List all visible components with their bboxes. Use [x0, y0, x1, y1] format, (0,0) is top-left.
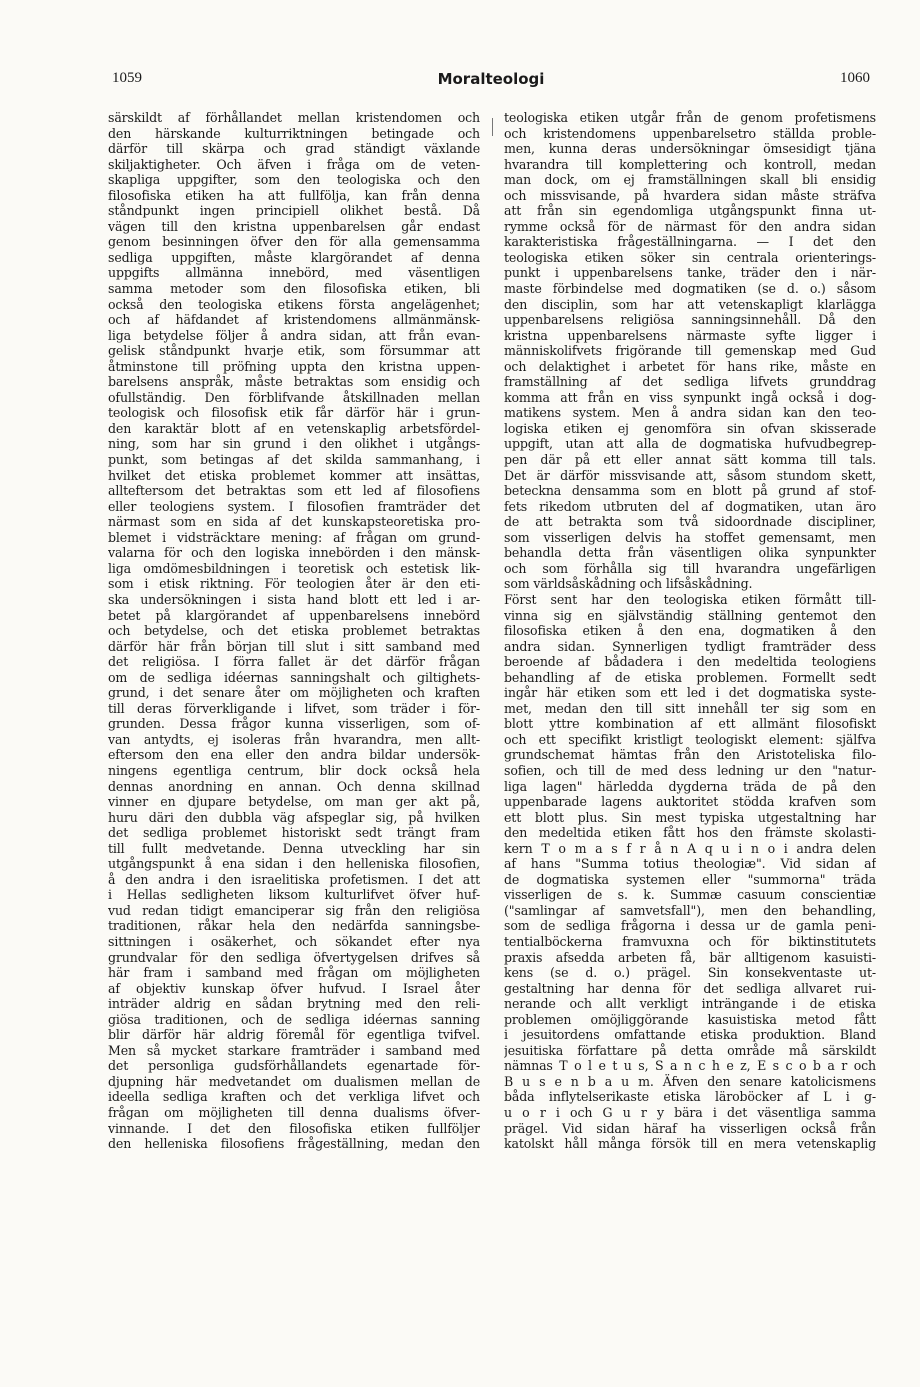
text-line: teologisk och filosofisk etik får därför här i grun- — [108, 405, 480, 421]
text-line: gestaltning har denna för det sedliga allvaret rui- — [504, 980, 876, 996]
text-line: ska undersökningen i sista hand blott ett led i ar- — [108, 591, 480, 607]
text-line: grunden. Dessa frågor kunna visserligen, som of- — [108, 716, 480, 732]
text-line: sedliga uppgiften, måste klargörandet af denna — [108, 249, 480, 265]
text-line: rymme också för de närmast för den andra sidan — [504, 218, 876, 234]
text-line: här fram i samband med frågan om möjligheten — [108, 965, 480, 981]
text-line: nerande och allt verkligt inträngande i de etiska — [504, 996, 876, 1012]
text-line: uppenbarade lagens auktoritet stödda krafven som — [504, 794, 876, 810]
text-line: vinner en djupare betydelse, om man ger akt på, — [108, 794, 480, 810]
text-line: ning, som har sin grund i den olikhet i utgångs- — [108, 436, 480, 452]
text-line: skiljaktigheter. Och äfven i fråga om de veten- — [108, 156, 480, 172]
text-line: punkt i uppenbarelsens tanke, träder den i när- — [504, 265, 876, 281]
text-line: B u s e n b a u m. Äfven den senare katolicismens — [504, 1073, 876, 1089]
text-line: blemet i vidsträcktare mening: af frågan om grund- — [108, 529, 480, 545]
page-number-right: 1060 — [840, 70, 870, 86]
text-line: i Hellas sedligheten liksom kulturlifvet öfver huf- — [108, 887, 480, 903]
text-line: gelisk ståndpunkt hvarje etik, som försummar att — [108, 343, 480, 359]
text-line: logiska etiken ej genomföra sin ofvan skisserade — [504, 420, 876, 436]
text-line: åtminstone till pröfning uppta den kristna uppen- — [108, 358, 480, 374]
text-line: människolifvets frigörande till gemenskap med Gud — [504, 343, 876, 359]
text-line: ståndpunkt ingen principiell olikhet bestå. Då — [108, 203, 480, 219]
text-line: därför här från början till slut i sitt samband med — [108, 638, 480, 654]
text-line: traditionen, råkar hela den nedärfda sanningsbe- — [108, 918, 480, 934]
text-line: barelsens anspråk, måste betraktas som ensidig och — [108, 374, 480, 390]
text-line: af hans "Summa totius theologiæ". Vid sidan af — [504, 856, 876, 872]
text-line: och betydelse, och det etiska problemet betraktas — [108, 623, 480, 639]
text-line: båda inflytelserikaste etiska läroböcker af L i g- — [504, 1089, 876, 1105]
text-line: men, kunna deras undersökningar ömsesidigt tjäna — [504, 141, 876, 157]
text-line: genom besinningen öfver den för alla gemensamma — [108, 234, 480, 250]
text-line: och af häfdandet af kristendomens allmänmänsk- — [108, 312, 480, 328]
text-line: Men så mycket starkare framträder i samband med — [108, 1042, 480, 1058]
text-line: Först sent har den teologiska etiken förmått till- — [504, 591, 876, 607]
text-line: behandla detta från väsentligen olika synpunkter — [504, 545, 876, 561]
text-line: katolskt håll många försök till en mera vetenskaplig — [504, 1136, 876, 1152]
text-line: andra sidan. Synnerligen tydligt framträder dess — [504, 638, 876, 654]
text-line: den karaktär blott af en vetenskaplig arbetsfördel- — [108, 420, 480, 436]
text-line: kristna uppenbarelsens närmaste syfte ligger i — [504, 327, 876, 343]
text-line: punkt, som betingas af det skilda sammanhang, i — [108, 452, 480, 468]
text-line: eftersom den ena eller den andra bildar undersök- — [108, 747, 480, 763]
text-line: hvilket det etiska problemet kommer att insättas, — [108, 467, 480, 483]
text-line: vud redan tidigt emanciperar sig från den religiösa — [108, 902, 480, 918]
text-line: liga lagen" härledda dygderna träda de på den — [504, 778, 876, 794]
text-line: teologiska etiken utgår från de genom profetismens — [504, 110, 876, 125]
text-line: van antydts, ej isoleras från hvarandra, men allt- — [108, 731, 480, 747]
text-line: valarna för och den logiska innebörden i den mänsk- — [108, 545, 480, 561]
text-line: som de sedliga frågorna i dessa ur de gamla peni- — [504, 918, 876, 934]
text-line: därför till skärpa och grad ständigt växlande — [108, 141, 480, 157]
text-line: matikens system. Men å andra sidan kan den teo- — [504, 405, 876, 421]
text-line: tentialböckerna framvuxna och för biktinstitutets — [504, 933, 876, 949]
text-line: sittningen i osäkerhet, och sökandet efter nya — [108, 933, 480, 949]
text-line: blir därför här aldrig föremål för egentliga tvifvel. — [108, 1027, 480, 1043]
text-line: närmast som en sida af det kunskapsteoretiska pro- — [108, 514, 480, 530]
text-line: den helleniska filosofiens frågeställning, medan den — [108, 1136, 480, 1152]
text-line: och som förhålla sig till hvarandra ungefärligen — [504, 560, 876, 576]
text-line: och kristendomens uppenbarelsetro ställda proble- — [504, 125, 876, 141]
text-line: af objektiv kunskap öfver hufvud. I Israel åter — [108, 980, 480, 996]
text-line: Det är därför missvisande att, såsom stundom skett, — [504, 467, 876, 483]
text-line: blott yttre kombination af ett allmänt filosofiskt — [504, 716, 876, 732]
text-line: å den andra i den israelitiska profetismen. I det att — [108, 871, 480, 887]
text-line: liga omdömesbildningen i teoretisk och estetisk lik- — [108, 560, 480, 576]
text-line: ningens egentliga centrum, blir dock också hela — [108, 762, 480, 778]
text-line: uppenbarelsens religiösa sanningsinnehåll. Då den — [504, 312, 876, 328]
text-line: komma att från en viss synpunkt ingå också i dog- — [504, 389, 876, 405]
text-line: grundschemat hämtas från den Aristoteliska filo- — [504, 747, 876, 763]
text-line: ideella sedliga kraften och det verkliga lifvet och — [108, 1089, 480, 1105]
column-divider — [492, 118, 493, 136]
text-line: teologiska etiken söker sin centrala orienterings- — [504, 249, 876, 265]
right-column — [504, 110, 876, 1152]
text-line: vinnande. I det den filosofiska etiken fullföljer — [108, 1120, 480, 1136]
text-line: filosofiska etiken ha att fullfölja, kan från denna — [108, 187, 480, 203]
text-line: särskildt af förhållandet mellan kristendomen och — [108, 110, 480, 125]
text-line: som i etisk riktning. För teologien åter är den eti- — [108, 576, 480, 592]
text-line: uppgifts allmänna innebörd, med väsentligen — [108, 265, 480, 281]
text-line: filosofiska etiken å den ena, dogmatiken å den — [504, 623, 876, 639]
text-line: praxis afsedda arbeten få, bär alltigenom kasuisti- — [504, 949, 876, 965]
text-line: framställning af det sedliga lifvets grunddrag — [504, 374, 876, 390]
text-line: met, medan den till sitt innehåll ter sig som en — [504, 700, 876, 716]
text-line: allteftersom det betraktas som ett led af filosofiens — [108, 483, 480, 499]
running-title: Moralteologi — [437, 70, 545, 88]
text-line: problemen omöjliggörande kasuistiska metod fått — [504, 1011, 876, 1027]
text-line: den medeltida etiken fått hos den främste skolasti- — [504, 825, 876, 841]
text-line: det personliga gudsförhållandets egenartade för- — [108, 1058, 480, 1074]
text-line: skapliga uppgifter, som den teologiska och den — [108, 172, 480, 188]
text-line: vägen till den kristna uppenbarelsen går endast — [108, 218, 480, 234]
text-line: vinna sig en självständig ställning gentemot den — [504, 607, 876, 623]
text-line: och ett specifikt kristligt teologiskt element: själfva — [504, 731, 876, 747]
text-line: den härskande kulturriktningen betingade och — [108, 125, 480, 141]
text-line: de dogmatiska systemen eller "summorna" träda — [504, 871, 876, 887]
text-line: ("samlingar af samvetsfall"), men den behandling, — [504, 902, 876, 918]
text-line: prägel. Vid sidan häraf ha visserligen också från — [504, 1120, 876, 1136]
left-column — [108, 110, 480, 1152]
text-line: maste förbindelse med dogmatiken (se d. o.) såsom — [504, 281, 876, 297]
text-line: jesuitiska författare på detta område må särskildt — [504, 1042, 876, 1058]
text-line: ofullständig. Den förblifvande åtskillnaden mellan — [108, 389, 480, 405]
text-line: dennas anordning en annan. Och denna skillnad — [108, 778, 480, 794]
text-line: giösa traditionen, och de sedliga idéernas sanning — [108, 1011, 480, 1027]
text-line: det sedliga problemet historiskt sedt trängt fram — [108, 825, 480, 841]
text-line: fets rikedom utbruten del af dogmatiken, utan äro — [504, 498, 876, 514]
text-line: pen där på ett eller annat sätt komma till tals. — [504, 452, 876, 468]
text-line: grundvalar för den sedliga öfvertygelsen drifves så — [108, 949, 480, 965]
text-line: beroende af bådadera i den medeltida teologiens — [504, 654, 876, 670]
text-line: frågan om möjligheten till denna dualisms öfver- — [108, 1105, 480, 1120]
text-line: de att betrakta som två sidoordnade discipliner, — [504, 514, 876, 530]
text-line: grund, i det senare åter om möjligheten och kraften — [108, 685, 480, 701]
text-line: i jesuitordens omfattande etiska produktion. Bland — [504, 1027, 876, 1043]
text-line: kens (se d. o.) prägel. Sin konsekventaste ut- — [504, 965, 876, 981]
text-line: uppgift, utan att alla de dogmatiska hufvudbegrep- — [504, 436, 876, 452]
text-line: ett blott plus. Sin mest typiska utgestaltning har — [504, 809, 876, 825]
text-line: sofien, och till de med dess ledning ur den "natur- — [504, 762, 876, 778]
text-line: huru däri den dubbla väg afspeglar sig, på hvilken — [108, 809, 480, 825]
text-line: betet på klargörandet af uppenbarelsens innebörd — [108, 607, 480, 623]
text-line: visserligen de s. k. Summæ casuum conscientiæ — [504, 887, 876, 903]
text-line: det religiösa. I förra fallet är det därför frågan — [108, 654, 480, 670]
text-line: u o r i och G u r y bära i det väsentliga samma — [504, 1105, 876, 1120]
text-line: liga betydelse följer å andra sidan, att från evan- — [108, 327, 480, 343]
page-number-left: 1059 — [112, 70, 142, 86]
text-line: också den teologiska etikens första angelägenhet; — [108, 296, 480, 312]
text-line: kern T o m a s f r å n A q u i n o i andra delen — [504, 840, 876, 856]
text-line: utgångspunkt å ena sidan i den helleniska filosofien, — [108, 856, 480, 872]
text-line: behandling af de etiska problemen. Formellt sedt — [504, 669, 876, 685]
text-line: om de sedliga idéernas sanningshalt och giltighets- — [108, 669, 480, 685]
text-line: inträder aldrig en sådan brytning med den reli- — [108, 996, 480, 1012]
text-line: nämnas T o l e t u s, S a n c h e z, E s c o b a r och — [504, 1058, 876, 1074]
text-line: och missvisande, på hvardera sidan måste sträfva — [504, 187, 876, 203]
text-line: samma metoder som den filosofiska etiken, bli — [108, 281, 480, 297]
text-line: eller teologiens system. I filosofien framträder det — [108, 498, 480, 514]
text-line: och delaktighet i arbetet för hans rike, måste en — [504, 358, 876, 374]
text-line: man dock, om ej framställningen skall bli ensidig — [504, 172, 876, 188]
text-line: till fullt medvetande. Denna utveckling har sin — [108, 840, 480, 856]
page-header — [112, 70, 870, 94]
text-line: djupning här medvetandet om dualismen mellan de — [108, 1073, 480, 1089]
text-line: karakteristiska frågeställningarna. — I det den — [504, 234, 876, 250]
text-line: till deras förverkligande i lifvet, som träder i för- — [108, 700, 480, 716]
text-line: som världsåskådning och lifsåskådning. — [504, 576, 753, 592]
text-line: den disciplin, som har att vetenskapligt klarlägga — [504, 296, 876, 312]
text-line: som visserligen delvis ha stoffet gemensamt, men — [504, 529, 876, 545]
text-line: beteckna densamma som en blott på grund af stof- — [504, 483, 876, 499]
text-line: hvarandra till komplettering och kontroll, medan — [504, 156, 876, 172]
text-line: ingår här etiken som ett led i det dogmatiska syste- — [504, 685, 876, 701]
text-line: att från sin egendomliga utgångspunkt finna ut- — [504, 203, 876, 219]
